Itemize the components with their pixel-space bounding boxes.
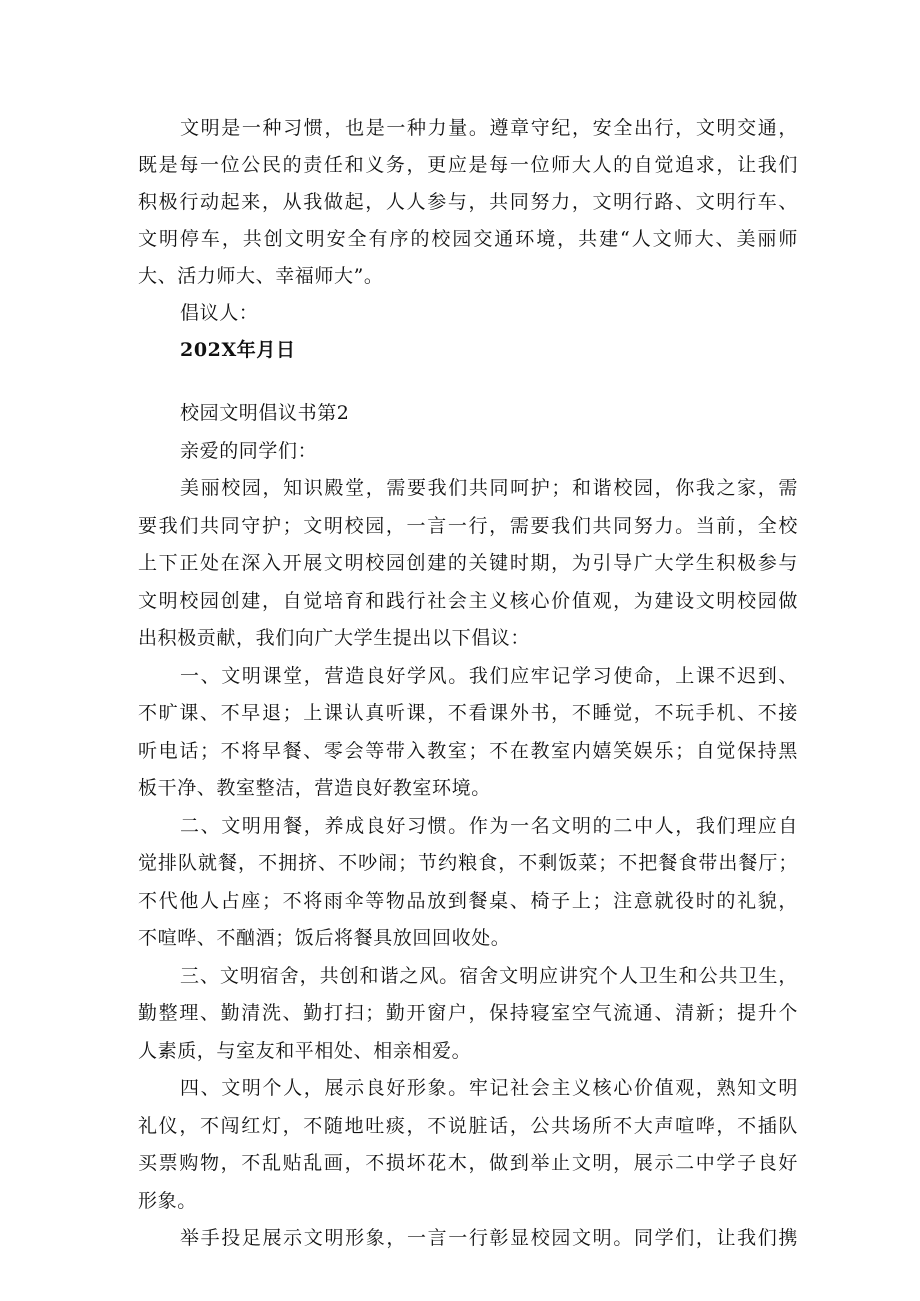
item-2-line: 不喧哗、不酗酒；饭后将餐具放回回收处。 bbox=[138, 927, 511, 949]
item-2-line: 二、文明用餐，养成良好习惯。作为一名文明的二中人，我们理应自 bbox=[180, 815, 798, 837]
greeting: 亲爱的同学们： bbox=[180, 440, 318, 462]
item-3-line: 人素质，与室友和平相处、相亲相爱。 bbox=[138, 1040, 472, 1062]
section-title: 校园文明倡议书第2 bbox=[180, 402, 350, 424]
paragraph-2-line: 美丽校园，知识殿堂，需要我们共同呵护；和谐校园，你我之家，需 bbox=[180, 477, 798, 499]
item-3-line: 三、文明宿舍，共创和谐之风。宿舍文明应讲究个人卫生和公共卫生， bbox=[180, 965, 798, 987]
item-1-line: 不旷课、不早退；上课认真听课，不看课外书，不睡觉，不玩手机、不接 bbox=[138, 702, 798, 724]
item-4-line: 礼仪，不闯红灯，不随地吐痰，不说脏话，公共场所不大声喧哗，不插队 bbox=[138, 1115, 798, 1137]
item-4-line: 形象。 bbox=[138, 1190, 197, 1212]
paragraph-2-line: 要我们共同守护；文明校园，一言一行，需要我们共同努力。当前，全校 bbox=[138, 515, 798, 537]
date-line: 202X年月日 bbox=[180, 339, 296, 361]
paragraph-1-line: 既是每一位公民的责任和义务，更应是每一位师大人的自觉追求，让我们 bbox=[138, 154, 798, 176]
item-4-line: 买票购物，不乱贴乱画，不损坏花木，做到举止文明，展示二中学子良好 bbox=[138, 1152, 798, 1174]
item-1-line: 听电话；不将早餐、零会等带入教室；不在教室内嬉笑娱乐；自觉保持黑 bbox=[138, 740, 798, 762]
paragraph-2-line: 出积极贡献，我们向广大学生提出以下倡议： bbox=[138, 627, 531, 649]
paragraph-1-line: 文明是一种习惯，也是一种力量。遵章守纪，安全出行，文明交通， bbox=[180, 117, 798, 139]
paragraph-1-line: 积极行动起来，从我做起，人人参与，共同努力，文明行路、文明行车、 bbox=[138, 191, 798, 213]
item-2-line: 不代他人占座；不将雨伞等物品放到餐桌、椅子上；注意就役时的礼貌， bbox=[138, 890, 798, 912]
paragraph-2-line: 文明校园创建，自觉培育和践行社会主义核心价值观，为建设文明校园做 bbox=[138, 590, 798, 612]
item-2-line: 觉排队就餐，不拥挤、不吵闹；节约粮食，不剩饭菜；不把餐食带出餐厅； bbox=[138, 852, 798, 874]
initiator-label: 倡议人： bbox=[180, 302, 259, 324]
item-4-line: 四、文明个人，展示良好形象。牢记社会主义核心价值观，熟知文明 bbox=[180, 1077, 798, 1099]
paragraph-1-line: 大、活力师大、幸福师大”。 bbox=[138, 265, 384, 287]
item-1-line: 板干净、教室整洁，营造良好教室环境。 bbox=[138, 777, 491, 799]
paragraph-2-line: 上下正处在深入开展文明校园创建的关键时期，为引导广大学生积极参与 bbox=[138, 552, 798, 574]
item-1-line: 一、文明课堂，营造良好学风。我们应牢记学习使命，上课不迟到、 bbox=[180, 665, 798, 687]
paragraph-1-line: 文明停车，共创文明安全有序的校园交通环境，共建“人文师大、美丽师 bbox=[138, 228, 798, 250]
closing-line: 举手投足展示文明形象，一言一行彰显校园文明。同学们，让我们携 bbox=[180, 1227, 798, 1249]
item-3-line: 勤整理、勤清洗、勤打扫；勤开窗户，保持寝室空气流通、清新；提升个 bbox=[138, 1002, 798, 1024]
